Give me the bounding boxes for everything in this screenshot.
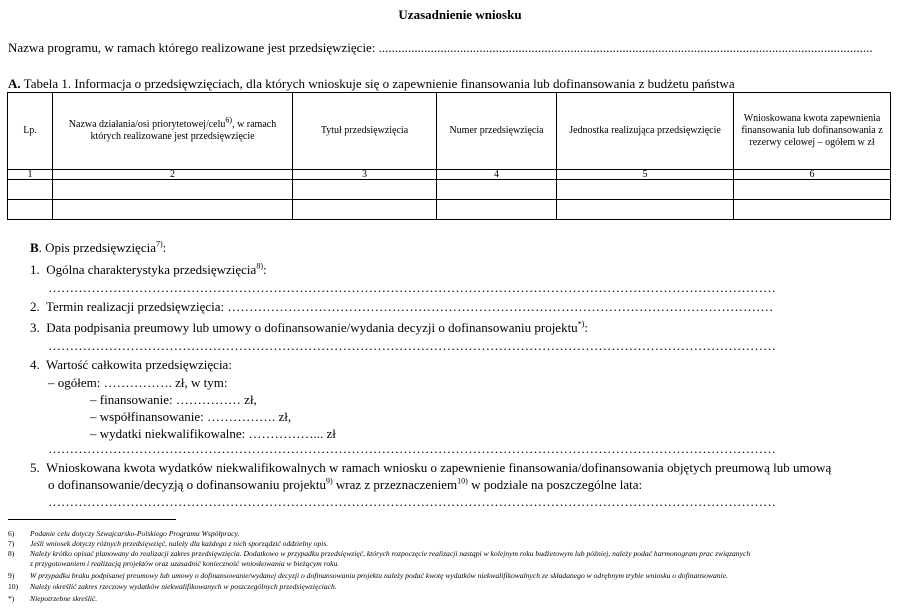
col-header-lp: Lp. — [8, 93, 53, 170]
item-number: 1. — [30, 262, 40, 277]
table-cell[interactable] — [557, 180, 734, 200]
table-row — [8, 200, 891, 220]
footnote — [8, 549, 750, 558]
item-5 — [30, 460, 831, 476]
col-number: 6 — [734, 170, 891, 180]
col-header-unit: Jednostka realizująca przedsięwzięcie — [557, 93, 734, 170]
item-4-cofinancing-field[interactable]: – współfinansowanie: ……………. zł, — [90, 409, 292, 424]
item-4 — [30, 357, 232, 373]
col-header-title: Tytuł przedsięwzięcia — [293, 93, 437, 170]
item-1 — [30, 262, 267, 278]
section-a-heading — [8, 76, 735, 92]
footnote-text: Niepotrzebne skreślić. — [30, 594, 98, 603]
document-title: Uzasadnienie wniosku — [398, 7, 522, 22]
footnote-mark: 9) — [8, 571, 15, 580]
table-cell[interactable] — [437, 180, 557, 200]
table-cell[interactable] — [437, 200, 557, 220]
item-5-line2-b: wraz z przeznaczeniem — [332, 477, 458, 492]
table-cell[interactable] — [53, 200, 293, 220]
col-number: 4 — [437, 170, 557, 180]
col-header-action-name — [53, 93, 293, 170]
footnote-ref-10: 10) — [457, 476, 468, 486]
section-b-colon: : — [162, 240, 167, 255]
footnote-ref-8: 8) — [256, 261, 263, 271]
table-cell[interactable] — [293, 200, 437, 220]
item-4-label: Wartość całkowita przedsięwzięcia: — [46, 357, 232, 372]
footnote-ref-7: 7) — [155, 239, 163, 249]
footnote — [8, 571, 728, 580]
table-cell[interactable] — [8, 200, 53, 220]
col-header-action-tail: , w ramach których realizowane jest przedsięwzięcie — [90, 119, 277, 142]
footnote-text: Należy krótko opisać planowany do realizacji zakres przedsięwzięcia. Dodatkowo w przypadku przedsięwzięć, których rozpoczęcie realizacji nastąpi w kolejnym roku budżetowym lub później, należy podać harmonogram prac związanych — [30, 549, 751, 558]
col-number: 2 — [53, 170, 293, 180]
section-b-heading — [30, 240, 166, 256]
item-number: 2. — [30, 299, 40, 314]
footnote — [8, 582, 337, 591]
table-cell[interactable] — [293, 180, 437, 200]
item-4-nonqualified-field[interactable]: – wydatki niekwalifikowalne: ……………... zł — [90, 426, 336, 441]
section-b-letter: B — [30, 240, 39, 255]
footnote-mark: 10) — [8, 582, 19, 591]
table-cell[interactable] — [734, 200, 891, 220]
footnote-mark: 6) — [8, 529, 15, 538]
footnote-text: Jeśli wniosek dotyczy różnych przedsięwzięć, należy dla każdego z nich sporządzić oddzielny opis. — [30, 539, 329, 548]
table-cell[interactable] — [734, 180, 891, 200]
item-5-line1: Wnioskowana kwota wydatków niekwalifikowalnych w ramach wniosku o zapewnienie finansowania/dofinansowania objętych preumową lub umową — [46, 460, 832, 475]
item-4-total-field[interactable]: – ogółem: ……………. zł, w tym: — [48, 375, 228, 390]
footnote-mark: 8) — [8, 549, 15, 558]
footnote-text: Należy określić zakres rzeczowy wydatków niekwalifikowanych w poszczególnych przedsięwzięciach. — [30, 582, 337, 591]
col-number: 5 — [557, 170, 734, 180]
item-5-dotted-line[interactable]: …………………………………………………………………………………………………………………………………………………… — [48, 494, 776, 509]
item-3-label: Data podpisania preumowy lub umowy o dofinansowanie/wydania decyzji o dofinansowaniu projektu — [46, 320, 578, 335]
section-a-letter: A. — [8, 76, 21, 91]
table-cell[interactable] — [557, 200, 734, 220]
item-1-colon: : — [263, 262, 267, 277]
item-5-line2-c: w podziale na poszczególne lata: — [467, 477, 643, 492]
footnote — [8, 559, 339, 568]
item-5-line2-a: o dofinansowanie/decyzją o dofinansowaniu projektu — [48, 477, 326, 492]
program-name-field[interactable]: Nazwa programu, w ramach którego realizowane jest przedsięwzięcie: ........................................................................................................................................................ — [8, 40, 873, 55]
footnote-ref-6: 6) — [225, 115, 233, 125]
footnote-text: z przygotowaniem i realizacją projektów oraz uzasadnić konieczność wnioskowania w bieżącym roku. — [30, 559, 340, 568]
item-3 — [30, 320, 588, 336]
col-header-number: Numer przedsięwzięcia — [437, 93, 557, 170]
footnote — [8, 529, 239, 538]
footnote-ref-asterisk: *) — [577, 319, 585, 329]
footnote-separator — [8, 519, 176, 520]
item-4-financing-field[interactable]: – finansowanie: …………… zł, — [90, 392, 257, 407]
item-2 — [30, 299, 773, 315]
table-number-row — [8, 170, 891, 180]
item-1-dotted-line[interactable]: …………………………………………………………………………………………………………………………………………………… — [48, 280, 776, 295]
footnote — [8, 594, 97, 603]
col-header-action-text: Nazwa działania/osi priorytetowej/celu — [68, 119, 226, 130]
item-2-field[interactable]: Termin realizacji przedsięwzięcia: ……………………………………………………………………………………………………………… — [46, 299, 774, 314]
table-cell[interactable] — [53, 180, 293, 200]
item-5-line2 — [48, 477, 642, 493]
footnote-mark: 7) — [8, 539, 15, 548]
table-row — [8, 180, 891, 200]
footnote — [8, 539, 328, 548]
section-b-text: . Opis przedsięwzięcia — [38, 240, 156, 255]
footnote-text: Podanie celu dotyczy Szwajcarsko-Polskiego Programu Współpracy. — [30, 529, 240, 538]
footnote-mark: *) — [8, 594, 15, 603]
table-header-row — [8, 93, 891, 170]
footnote-ref-9: 9) — [325, 476, 333, 486]
col-number: 1 — [8, 170, 53, 180]
item-1-label: Ogólna charakterystyka przedsięwzięcia — [46, 262, 257, 277]
col-header-amount: Wnioskowana kwota zapewnienia finansowania lub dofinansowania z rezerwy celowej – ogółem w zł — [734, 93, 891, 170]
item-3-dotted-line[interactable]: …………………………………………………………………………………………………………………………………………………… — [48, 338, 776, 353]
item-3-colon: : — [584, 320, 588, 335]
col-number: 3 — [293, 170, 437, 180]
table-cell[interactable] — [8, 180, 53, 200]
item-number: 4. — [30, 357, 40, 372]
item-number: 3. — [30, 320, 40, 335]
item-4-dotted-line[interactable]: …………………………………………………………………………………………………………………………………………………… — [48, 441, 776, 456]
projects-table — [7, 92, 891, 220]
item-number: 5. — [30, 460, 40, 475]
section-a-text: Tabela 1. Informacja o przedsięwzięciach, dla których wnioskuje się o zapewnienie finansowania lub dofinansowania z budżetu państwa — [20, 76, 735, 91]
footnote-text: W przypadku braku podpisanej preumowy lub umowy o dofinansowanie/wydanej decyzji o dofinansowaniu projektu należy podać kwotę wydatków niekwalifikowalnych ze składanego w odrębnym trybie wniosku o dofinansowanie. — [30, 571, 728, 580]
